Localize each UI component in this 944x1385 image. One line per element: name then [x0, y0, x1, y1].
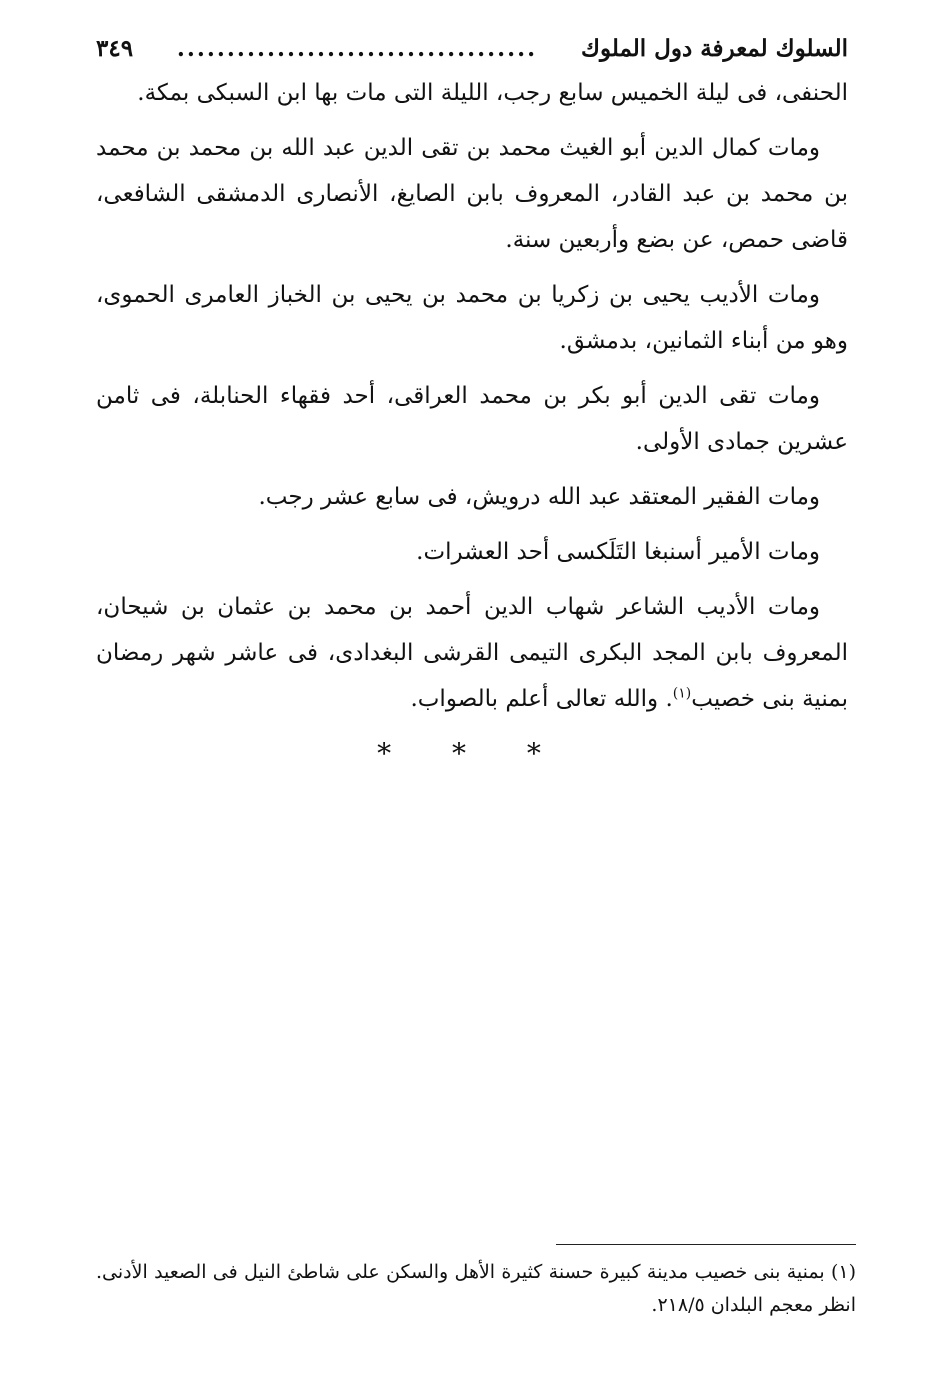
header-leader-dots: ....................................: [176, 34, 538, 62]
running-header: [96, 30, 848, 66]
main-text: [96, 70, 848, 777]
paragraph-continuation: الحنفى، فى ليلة الخميس سابع رجب، الليلة التى مات بها ابن السبكى بمكة.: [137, 80, 848, 106]
book-title: السلوك لمعرفة دول الملوك: [580, 34, 848, 62]
paragraph-death-kamal-al-din: ومات كمال الدين أبو الغيث محمد بن تقى الدين عبد الله بن محمد بن محمد بن محمد بن عبد القادر، المعروف بابن الصايغ، الأنصارى الدمشقى الشافعى، قاضى حمص، عن بضع وأربعين سنة.: [96, 135, 848, 253]
paragraph-death-shihab-al-din: [96, 584, 848, 722]
footnote-divider: [556, 1244, 856, 1245]
section-separator: * * *: [377, 737, 567, 770]
paragraph-death-asanbugha: ومات الأمير أسنبغا التَلَكسى أحد العشرات.: [416, 539, 820, 565]
page-number: ٣٤٩: [96, 34, 134, 62]
paragraph-text-end: . والله تعالى أعلم بالصواب.: [410, 686, 673, 712]
paragraph-death-darwish: ومات الفقير المعتقد عبد الله درويش، فى سابع عشر رجب.: [258, 484, 820, 510]
footnote-reference[interactable]: (١): [672, 685, 692, 702]
paragraph-death-yahya: ومات الأديب يحيى بن زكريا بن محمد بن يحيى بن الخباز العامرى الحموى، وهو من أبناء الثمانين، بدمشق.: [96, 282, 848, 354]
footnote: (١) بمنية بنى خصيب مدينة كبيرة حسنة كثيرة الأهل والسكن على شاطئ النيل فى الصعيد الأدنى. انظر معجم البلدان ٢١٨/٥.: [96, 1261, 856, 1316]
paragraph-text: ومات الأديب الشاعر شهاب الدين أحمد بن محمد بن عثمان بن شيحان، المعروف بابن المجد البكرى التيمى القرشى البغدادى، فى عاشر شهر رمضان بمنية بنى خصيب: [96, 594, 848, 712]
paragraph-death-taqi-al-din: ومات تقى الدين أبو بكر بن محمد العراقى، أحد فقهاء الحنابلة، فى ثامن عشرين جمادى الأولى.: [96, 383, 848, 455]
